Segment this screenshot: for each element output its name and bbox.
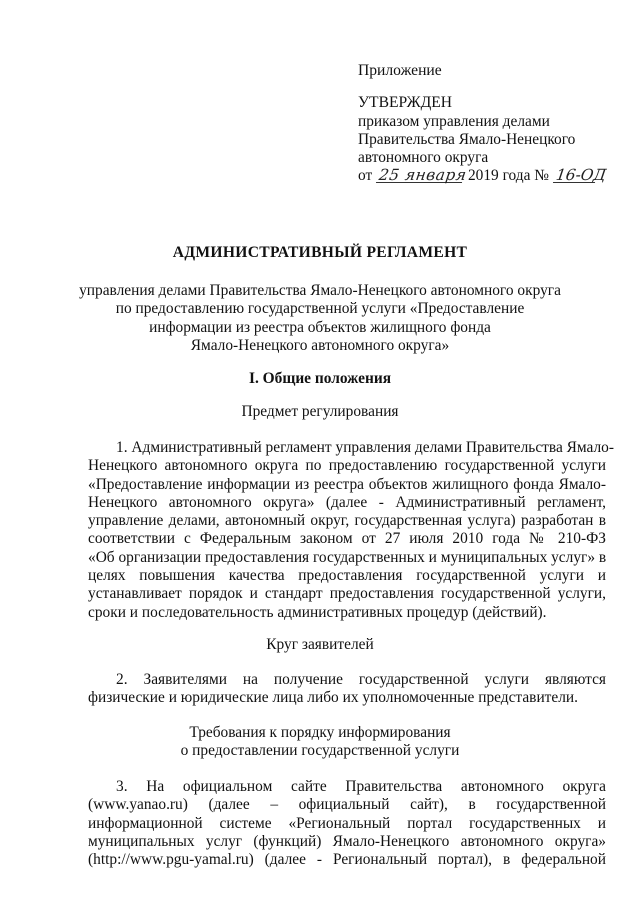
appendix-label: Приложение	[358, 62, 442, 79]
paragraph-line: устанавливает порядок и стандарт предоставления государственной услуги,	[88, 585, 606, 603]
paragraph-1	[88, 439, 614, 622]
paragraph-line: 2. Заявителями на получение государственной услуги являются	[116, 671, 606, 688]
paragraph-line: 1. Административный регламент управления делами Правительства Ямало-	[116, 439, 614, 456]
paragraph-line: Ненецкого автономного округа по предоставлению государственной услуги	[88, 457, 606, 475]
subtitle-line: управления делами Правительства Ямало-Ненецкого автономного округа	[79, 282, 561, 299]
section-heading: I. Общие положения	[248, 370, 392, 387]
paragraph-3	[88, 778, 606, 869]
heading-line: Требования к порядку информирования	[189, 724, 451, 741]
paragraph-line: Ненецкого автономного округа» (далее - Административный регламент,	[88, 493, 606, 511]
paragraph-line: «Предоставление информации из реестра объектов жилищного фонда Ямало-	[88, 475, 606, 493]
subsection-heading-requirements	[0, 724, 640, 761]
document-title: АДМИНИСТРАТИВНЫЙ РЕГЛАМЕНТ	[172, 244, 468, 261]
approval-line-1: приказом управления делами	[358, 112, 550, 130]
paragraph-line: соответствии с Федеральным законом от 27 июля 2010 года № 210-ФЗ	[88, 530, 606, 548]
date-prefix: от	[358, 167, 373, 185]
paragraph-line: (http://www.pgu-yamal.ru) (далее - Региональный портал), в федеральной	[88, 851, 606, 869]
subsection-heading-subject: Предмет регулирования	[241, 403, 399, 420]
handwritten-date: 25 января	[377, 166, 468, 185]
paragraph-line: управление делами, автономный округ, государственная услуга) разработан в	[88, 512, 606, 530]
year-text: 2019 года №	[467, 167, 549, 185]
paragraph-line: (www.yanao.ru) (далее – официальный сайт), в государственной	[88, 796, 606, 814]
paragraph-line: физические и юридические лица либо их уполномоченные представители.	[88, 689, 578, 707]
subtitle-line: информации из реестра объектов жилищного фонда	[149, 318, 491, 336]
approval-date-line	[358, 167, 628, 185]
paragraph-line: целях повышения качества предоставления государственной услуги и	[88, 567, 606, 585]
subtitle-line: Ямало-Ненецкого автономного округа»	[190, 336, 450, 354]
handwritten-number: 16-ОД	[554, 166, 608, 185]
subtitle-line: по предоставлению государственной услуги «Предоставление	[115, 300, 525, 318]
paragraph-line: «Об организации предоставления государственных и муниципальных услуг» в	[88, 548, 607, 566]
paragraph-line: муниципальных услуг (функций) Ямало-Ненецкого автономного округа»	[88, 832, 606, 850]
paragraph-line: информационной системе «Региональный портал государственных и	[88, 814, 606, 832]
approval-line-3: автономного округа	[358, 149, 489, 167]
approval-line-2: Правительства Ямало-Ненецкого	[358, 130, 576, 148]
approval-block	[358, 62, 628, 186]
document-subtitle	[60, 282, 580, 355]
heading-line: о предоставлении государственной услуги	[180, 742, 460, 760]
paragraph-2	[88, 671, 606, 708]
paragraph-line: 3. На официальном сайте Правительства автономного округа	[116, 778, 606, 795]
approved-label: УТВЕРЖДЕН	[358, 94, 453, 112]
subsection-heading-applicants: Круг заявителей	[266, 636, 374, 653]
paragraph-line: сроки и последовательность административных процедур (действий).	[88, 603, 547, 621]
